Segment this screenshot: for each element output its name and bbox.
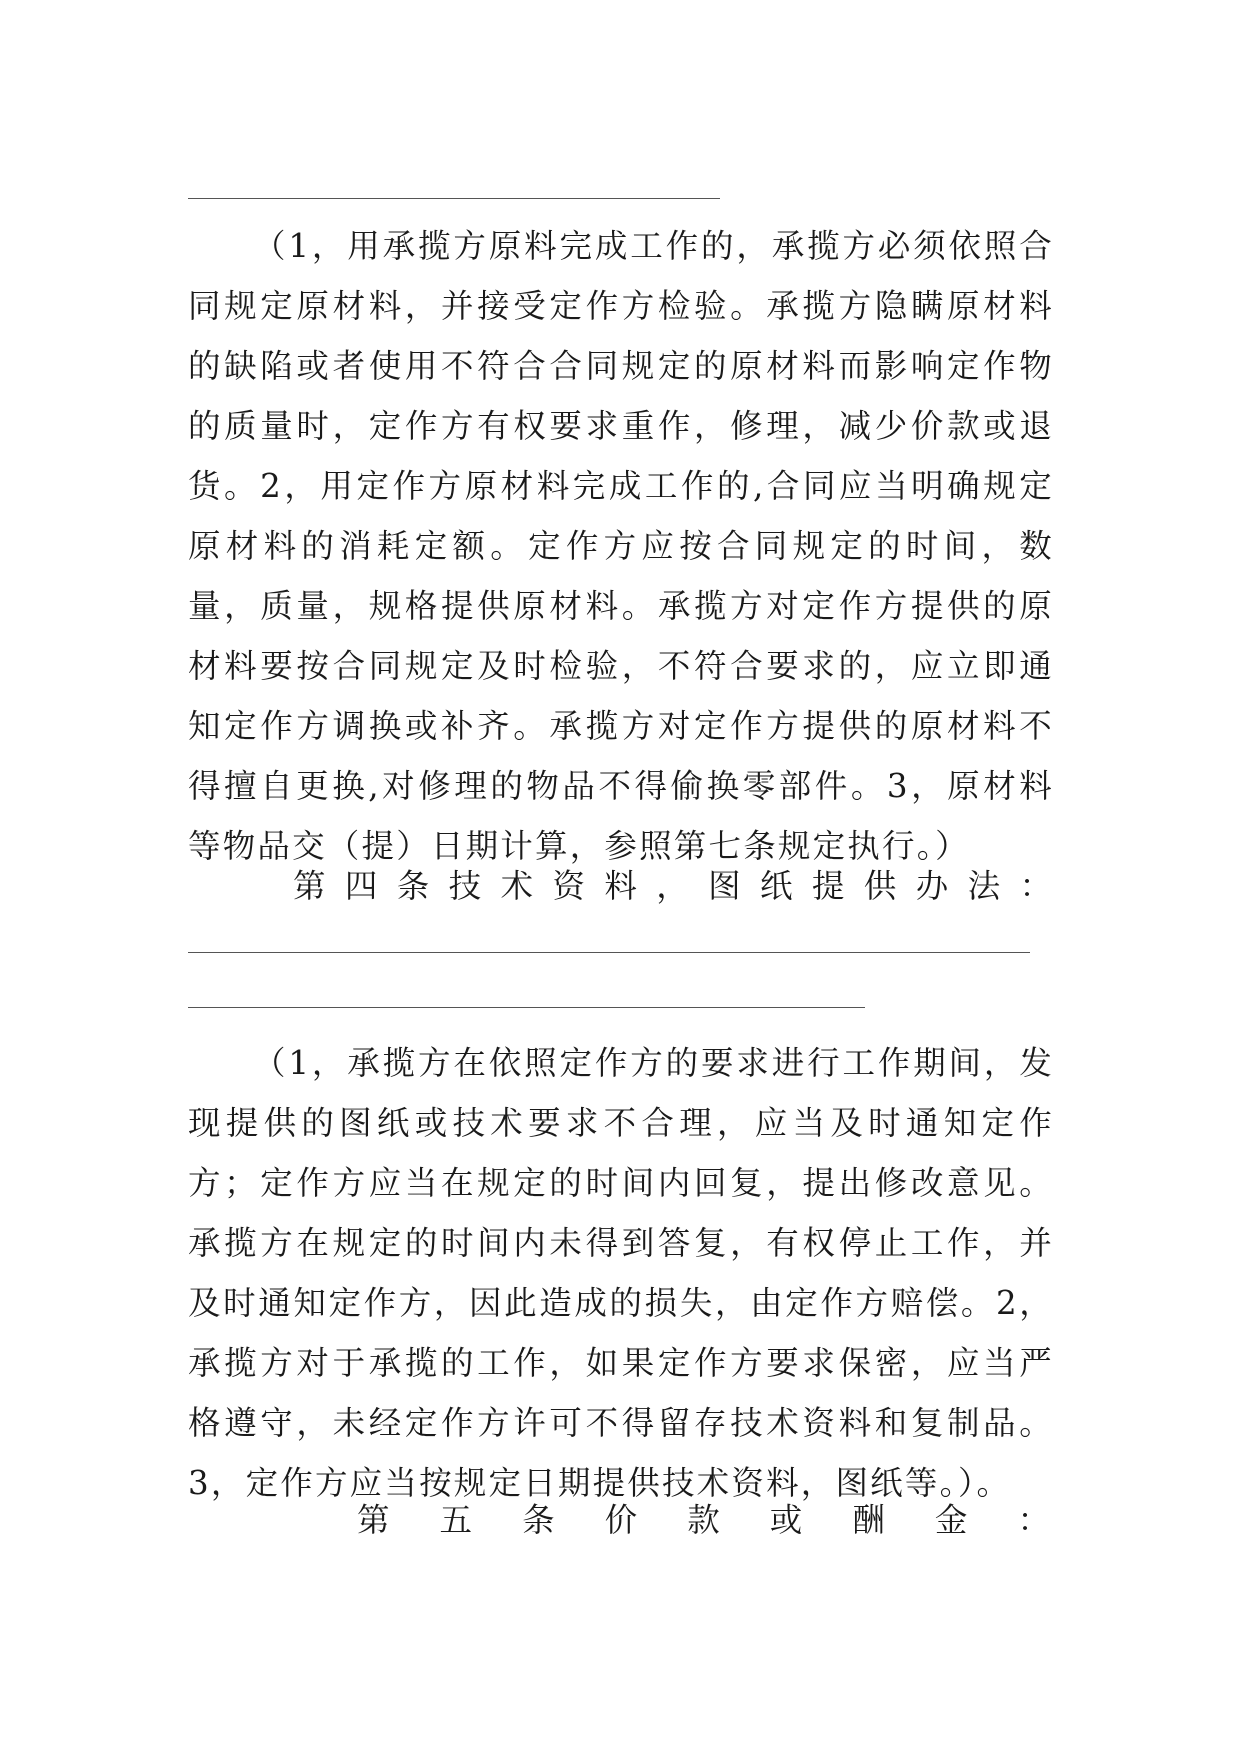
blank-fill-line — [188, 198, 720, 199]
blank-fill-line — [188, 1007, 865, 1008]
article-4-heading: 第四条技术资料，图纸提供办法： — [293, 867, 1052, 905]
blank-fill-line — [188, 952, 1030, 953]
article-5-heading: 第五条价款或酬金： — [357, 1501, 1050, 1539]
contract-paragraph-technical-data: （1，承揽方在依照定作方的要求进行工作期间，发现提供的图纸或技术要求不合理，应当及时通知定作方；定作方应当在规定的时间内回复，提出修改意见。承揽方在规定的时间内未得到答复，有权停止工作，并及时通知定作方，因此造成的损失，由定作方赔偿。2，承揽方对于承揽的工作，如果定作方要求保密，应当严格遵守，未经定作方许可不得留存技术资料和复制品。3，定作方应当按规定日期提供技术资料，图纸等。）。 — [188, 1044, 1054, 1502]
contract-paragraph-materials: （1，用承揽方原料完成工作的，承揽方必须依照合同规定原材料，并接受定作方检验。承揽方隐瞒原材料的缺陷或者使用不符合合同规定的原材料而影响定作物的质量时，定作方有权要求重作，修理，减少价款或退货。2，用定作方原材料完成工作的,合同应当明确规定原材料的消耗定额。定作方应按合同规定的时间，数量，质量，规格提供原材料。承揽方对定作方提供的原材料要按合同规定及时检验，不符合要求的，应立即通知定作方调换或补齐。承揽方对定作方提供的原材料不得擅自更换,对修理的物品不得偷换零部件。3，原材料等物品交（提）日期计算，参照第七条规定执行。） — [188, 227, 1054, 865]
